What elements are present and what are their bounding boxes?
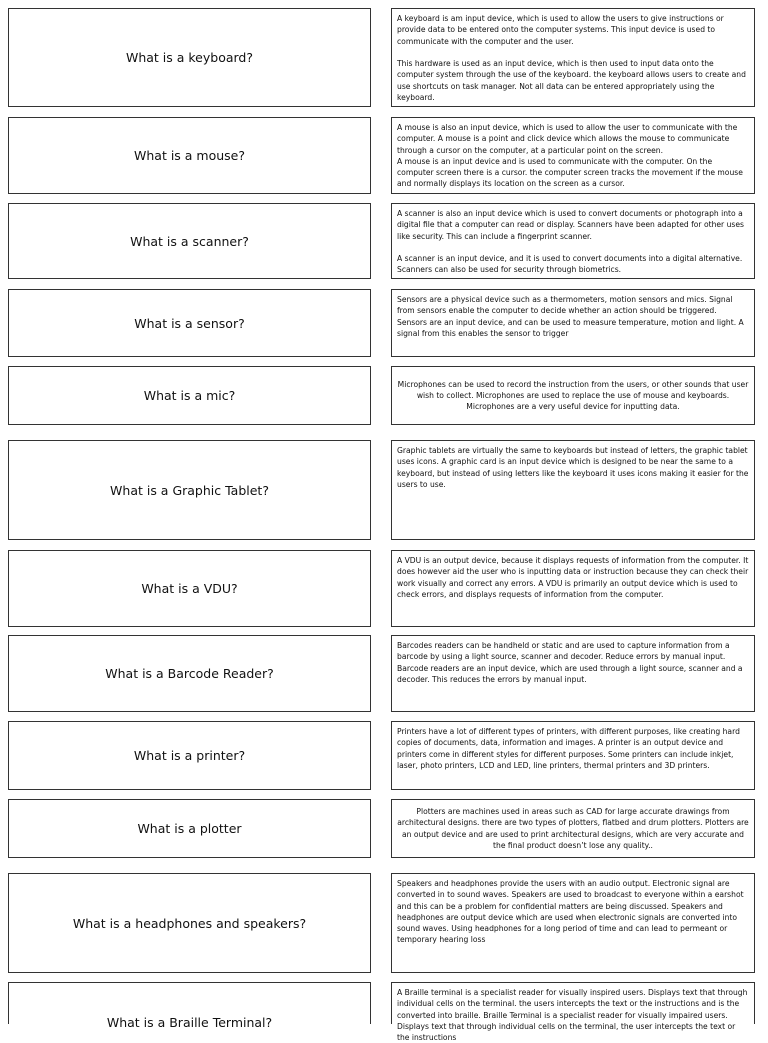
- question-text: What is a sensor?: [134, 315, 245, 331]
- question-text: What is a printer?: [133, 748, 246, 763]
- question-card: [8, 721, 371, 790]
- question-text: What is a plotter: [137, 821, 242, 836]
- question-card: [8, 799, 371, 858]
- answer-card: [391, 8, 755, 107]
- answer-card: [391, 440, 755, 540]
- answer-card: [391, 289, 755, 357]
- question-card: [8, 440, 371, 540]
- answer-text: This hardware is used as an input device, which is then used to input data onto the computer system through the use of the keyboard. the keyboard allows users to create and use shortcuts on task manager. Not all data can be entered appropriately using the keyboard.: [397, 59, 746, 103]
- question-card: [8, 873, 371, 973]
- answer-text: Sensors are a physical device such as a thermometers, motion sensors and mics. Signal from sensors enable the computer to decide whether an action should be triggered. Sensors are an input device, and can be used to measure temperature, motion and light. A signal from this enables the sensor to trigger: [397, 295, 744, 338]
- answer-text: A VDU is an output device, because it displays requests of information from the computer. It does however aid the user who is inputting data or instruction because they can check their work visually and correct any errors. A VDU is primarily an output device which is used to check errors, and displays requests of information from the computer.: [397, 556, 749, 599]
- question-card: [8, 117, 371, 194]
- question-text: What is a Barcode Reader?: [105, 666, 274, 681]
- question-text: What is a headphones and speakers?: [72, 915, 307, 931]
- answer-card: [391, 203, 755, 279]
- answer-card: [391, 550, 755, 627]
- question-card: [8, 366, 371, 425]
- question-text: What is a keyboard?: [125, 50, 254, 65]
- answer-text: A keyboard is am input device, which is used to allow the users to give instructions or provide data to be entered onto the computer systems. This input device is used to communicate with the computer and the user.: [397, 14, 724, 46]
- question-text: What is a scanner?: [130, 233, 249, 249]
- question-text: What is a mouse?: [134, 148, 245, 163]
- answer-text: Microphones can be used to record the instruction from the users, or other sounds that user wish to collect. Microphones are used to replace the use of mouse and keyboards. Microphones are a very useful device for inputting data.: [397, 379, 749, 412]
- question-card: [8, 8, 371, 107]
- answer-text: A mouse is an input device and is used to communicate with the computer. On the computer screen there is a cursor. the computer screen tracks the movement if the mouse and normally displays its location on the screen as a cursor.: [397, 156, 743, 189]
- answer-card: [391, 635, 755, 712]
- answer-text: A mouse is also an input device, which is used to allow the user to communicate with the computer. A mouse is a point and click device which allows the mouse to communicate through a cursor on the computer, at a particular point on the screen.: [397, 123, 738, 155]
- answer-card: [391, 799, 755, 858]
- question-text: What is a Braille Terminal?: [106, 1015, 273, 1030]
- question-text: What is a mic?: [143, 388, 236, 403]
- answer-text: Printers have a lot of different types of printers, with different purposes, like creating hard copies of documents, data, information and images. A printer is an output device and printers come in different styles for different purposes. Some printers can include inkjet, laser, photo printers, LCD and LED, line printers, thermal printers and 3D printers.: [397, 727, 740, 770]
- question-card: [8, 982, 371, 1030]
- answer-card: [391, 117, 755, 194]
- question-card: [8, 635, 371, 712]
- answer-card: [391, 721, 755, 790]
- answer-text: Graphic tablets are virtually the same to keyboards but instead of letters, the graphic tablet uses icons. A graphic card is an input device which is designed to be near the same to a keyboard, but instead of using letters like the keyboard it uses icons making it easier for the users to use.: [397, 446, 749, 489]
- answer-text: A scanner is an input device, and it is used to convert documents into a digital alternative. Scanners can also be used for security through biometrics.: [397, 254, 743, 275]
- answer-card: [391, 982, 755, 1043]
- question-card: [8, 550, 371, 627]
- answer-card: [391, 873, 755, 973]
- answer-card: [391, 366, 755, 425]
- answer-text: A scanner is also an input device which is used to convert documents or photograph into a digital file that a computer can read or display. Scanners have been adapted for other uses like security. This can include a fingerprint scanner.: [397, 209, 744, 241]
- answer-text: Plotters are machines used in areas such as CAD for large accurate drawings from architectural designs. there are two types of plotters, flatbed and drum plotters. Plotters are an output device and are used to print architectural designs, which are very accurate and the final product doesn’t lose any quality..: [397, 806, 749, 850]
- question-card: [8, 289, 371, 357]
- answer-text: Speakers and headphones provide the users with an audio output. Electronic signal are converted in to sound waves. Speakers are used to broadcast to everyone within a earshot and this can be a problem for confidential matters are being discussed. Speakers and headphones are output device which are used when electronic signals are converted into sound waves. Using headphones for a long period of time and can lead to permeant or temporary hearing loss: [397, 879, 744, 945]
- question-text: What is a VDU?: [141, 581, 238, 596]
- question-text: What is a Graphic Tablet?: [110, 482, 269, 498]
- answer-text: Barcodes readers can be handheld or static and are used to capture information from a barcode by using a light source, scanner and decoder. Reduce errors by manual input. Barcode readers are an input device, which are used through a light source, scanner and a decoder. This reduces the errors by manual input.: [397, 641, 743, 684]
- answer-text: A Braille terminal is a specialist reader for visually inspired users. Displays text that through individual cells on the terminal. the users intercepts the text or the instructions and is the converted into braille. Braille Terminal is a specialist reader for visually impaired users. Displays text that through individual cells on the terminal, the user intercepts the text or the instructions: [397, 988, 748, 1043]
- question-card: [8, 203, 371, 279]
